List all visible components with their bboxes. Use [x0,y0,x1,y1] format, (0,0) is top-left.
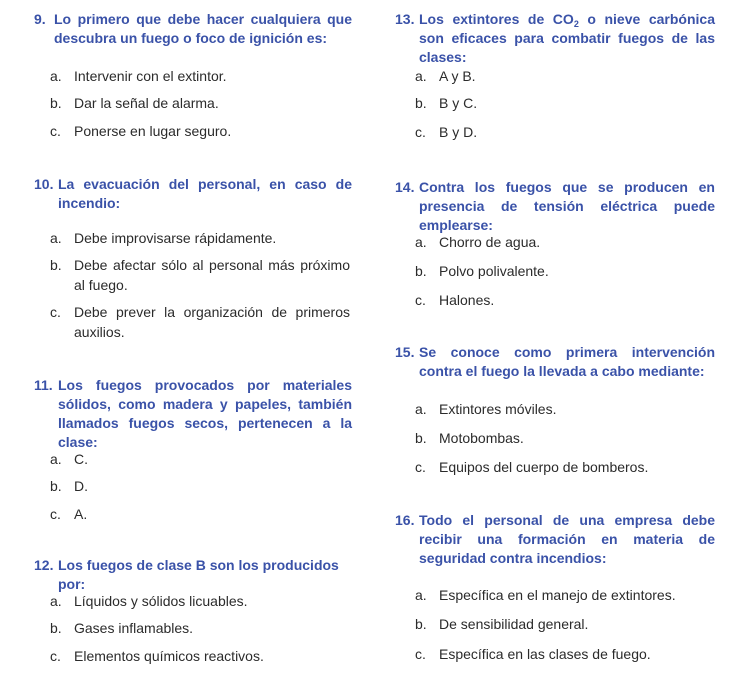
question-10 [34,175,352,213]
question-number: 12. [34,557,54,573]
question-13 [395,10,715,67]
question-16 [395,511,715,568]
option-10a[interactable]: a. Debe improvisarse rápidamente. [50,230,277,246]
option-11a[interactable]: a. C. [50,451,88,467]
option-15b[interactable]: b. Motobombas. [415,430,524,446]
option-15c[interactable]: c. Equipos del cuerpo de bomberos. [415,459,649,475]
option-13a[interactable]: a. A y B. [415,68,476,84]
question-number: 15. [395,344,415,360]
question-number: 16. [395,512,415,528]
option-13b[interactable]: b. B y C. [415,95,478,111]
option-14a[interactable]: a. Chorro de agua. [415,234,541,250]
option-16a[interactable]: a. Específica en el manejo de extintores. [415,587,676,603]
question-11 [34,376,352,452]
option-12b[interactable]: b. Gases inflamables. [50,620,194,636]
question-number: 10. [34,176,54,192]
option-9a[interactable]: a. Intervenir con el extintor. [50,68,227,84]
question-9 [34,10,352,48]
option-14c[interactable]: c. Halones. [415,292,495,308]
option-12c[interactable]: c. Elementos químicos reactivos. [50,648,264,664]
question-number: 9. [34,11,46,27]
question-14 [395,178,715,235]
question-15 [395,343,715,381]
option-13c[interactable]: c. B y D. [415,124,478,140]
question-number: 13. [395,11,415,27]
option-14b[interactable]: b. Polvo polivalente. [415,263,549,279]
option-9b[interactable]: b. Dar la señal de alarma. [50,95,219,111]
question-text: Los fuegos de clase B son los producidos por: [58,557,339,592]
question-text: Los fuegos provocados por materiales sólidos, como madera y papeles, también llamados fuegos secos, pertenecen a la clase: [58,377,352,450]
question-number: 11. [34,377,53,393]
option-9c[interactable]: c. Ponerse en lugar seguro. [50,123,232,139]
option-10b[interactable]: b. Debe afectar sólo al personal más próximo al fuego. [50,257,350,293]
option-11b[interactable]: b. D. [50,478,88,494]
option-10c[interactable]: c. Debe prever la organización de primeros auxilios. [50,304,350,340]
option-12a[interactable]: a. Líquidos y sólidos licuables. [50,593,248,609]
option-16c[interactable]: c. Específica en las clases de fuego. [415,646,651,662]
question-text: La evacuación del personal, en caso de incendio: [58,176,352,211]
question-text: Lo primero que debe hacer cualquiera que descubra un fuego o foco de ignición es: [54,11,352,46]
question-number: 14. [395,179,415,195]
question-text: Todo el personal de una empresa debe recibir una formación en materia de seguridad contra incendios: [419,512,715,566]
option-11c[interactable]: c. A. [50,506,88,522]
option-15a[interactable]: a. Extintores móviles. [415,401,557,417]
question-text: Los extintores de $CO_2$ o nieve carbónica son eficaces para combatir fuegos de las clases: [419,11,715,65]
question-text: Se conoce como primera intervención contra el fuego la llevada a cabo mediante: [419,344,715,379]
option-16b[interactable]: b. De sensibilidad general. [415,616,589,632]
question-12 [34,556,364,594]
question-text: Contra los fuegos que se producen en presencia de tensión eléctrica puede emplearse: [419,179,715,233]
